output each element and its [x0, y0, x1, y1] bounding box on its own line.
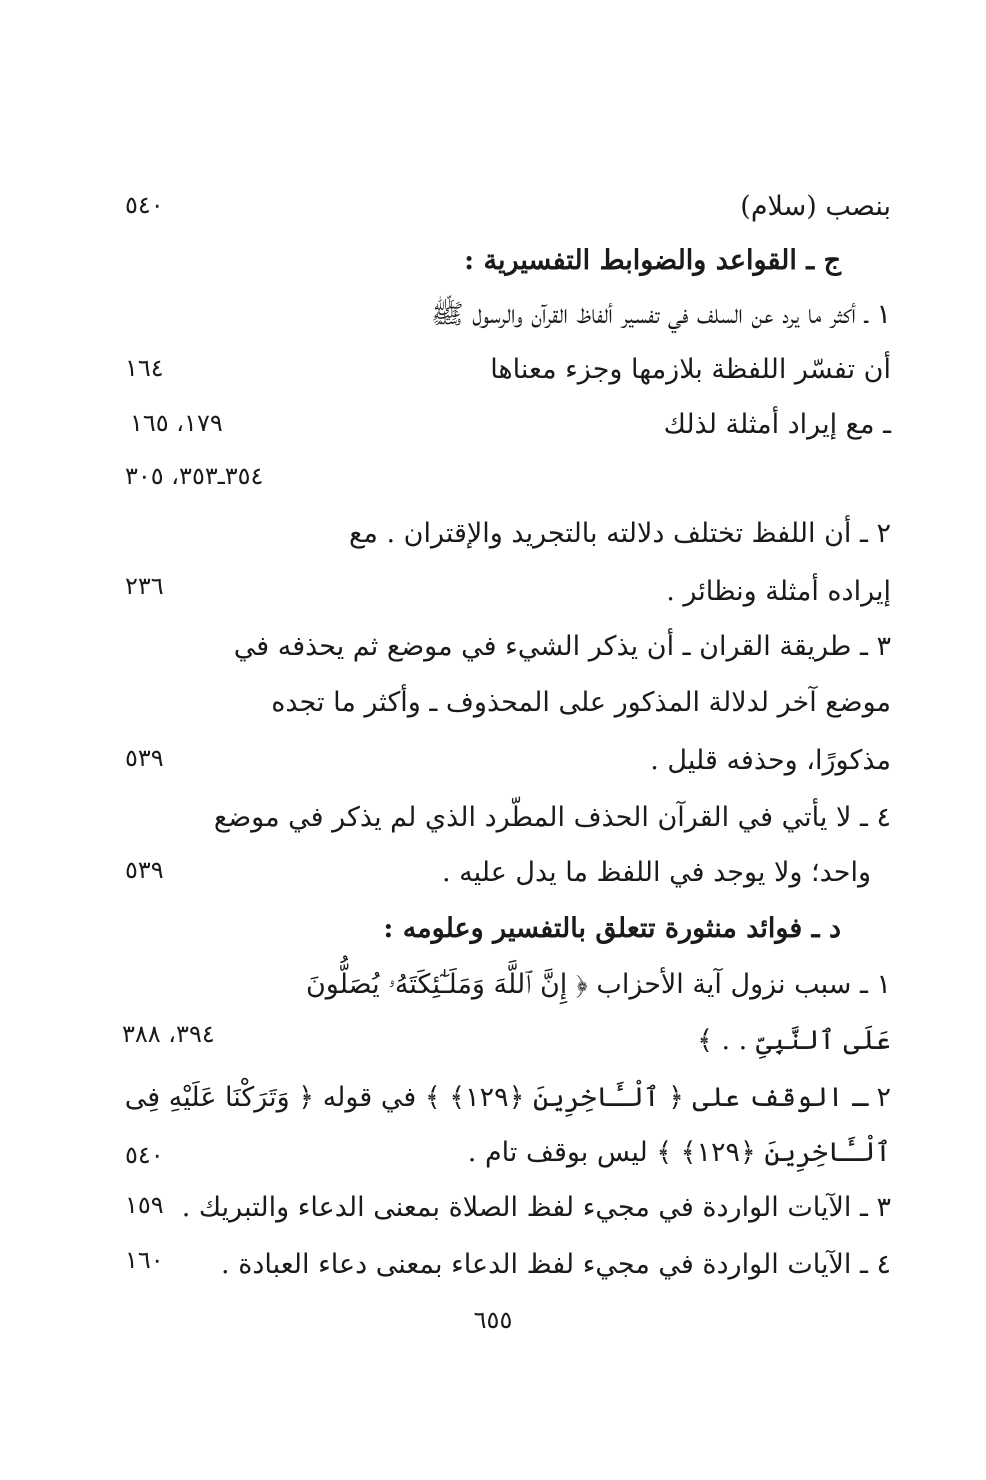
index-entry-text: بنصب (سلام) [740, 191, 891, 222]
index-entry-text: ٢ ـ الوقف على ﴿ ٱلْـَٔاخِرِينَ ﴿١٢٩﴾ ﴾ في قوله ﴿ وَتَرَكْنَا عَلَيْهِ فِى [124, 1082, 891, 1113]
index-entry-text: عَلَى ٱلنَّبِىِّ . . ﴾ [697, 1025, 891, 1056]
index-entry-page: ٥٤٠ [125, 191, 164, 219]
index-entry-text: ـ مع إيراد أمثلة لذلك [663, 409, 891, 440]
index-entry-text: موضع آخر لدلالة المذكور على المحذوف ـ وأكثر ما تجده [271, 687, 891, 718]
index-entry-page: ٥٣٩ [125, 744, 164, 772]
section-heading-rules: ج ـ القواعد والضوابط التفسيرية : [464, 245, 841, 276]
index-entry-text: ٣ ـ طريقة القران ـ أن يذكر الشيء في موضع ثم يحذفه في [233, 631, 891, 662]
section-heading-benefits: د ـ فوائد منثورة تتعلق بالتفسير وعلومه : [383, 913, 841, 944]
index-entry-text: أن تفسّر اللفظة بلازمها وجزء معناها [490, 354, 891, 385]
index-entry-page: ٢٣٦ [125, 572, 164, 600]
index-entry-text: ١ ـ أكثر ما يرد عن السلف في تفسير ألفاظ القرآن والرسول ﷺ [431, 299, 891, 330]
index-entry-text: ٣ ـ الآيات الواردة في مجيء لفظ الصلاة بمعنى الدعاء والتبريك . [181, 1192, 891, 1223]
index-entry-page: ٣٥٤ـ٣٥٣، ٣٠٥ [125, 462, 264, 490]
index-entry-text: إيراده أمثلة ونظائر . [666, 576, 891, 607]
index-entry-page: ٣٩٤، ٣٨٨ [122, 1020, 215, 1048]
index-entry-page: ٥٣٩ [125, 856, 164, 884]
index-entry-text: ٢ ـ أن اللفظ تختلف دلالته بالتجريد والإقتران . مع [349, 518, 891, 549]
index-entry-text: ٤ ـ الآيات الواردة في مجيء لفظ الدعاء بمعنى دعاء العبادة . [221, 1249, 891, 1280]
index-entry-page: ١٥٩ [125, 1191, 164, 1219]
index-entry-page: ٥٤٠ [125, 1141, 164, 1169]
index-entry-page: ١٦٤ [125, 354, 164, 382]
index-entry-text: ٱلْـَٔاخِرِينَ ﴿١٢٩﴾ ﴾ ليس بوقف تام . [467, 1137, 891, 1168]
page-number: ٦٥٥ [473, 1306, 513, 1334]
index-entry-page: ١٧٩، ١٦٥ [130, 409, 223, 437]
index-entry-text: ١ ـ سبب نزول آية الأحزاب ﴿ إِنَّ ٱللَّهَ وَمَلَـٰٓئِكَتَهُۥ يُصَلُّونَ [305, 969, 891, 1000]
index-entry-page: ١٦٠ [125, 1246, 164, 1274]
index-entry-text: واحد؛ ولا يوجد في اللفظ ما يدل عليه . [441, 857, 871, 888]
index-entry-text: مذكورًا، وحذفه قليل . [650, 745, 891, 776]
index-entry-text: ٤ ـ لا يأتي في القرآن الحذف المطّرد الذي لم يذكر في موضع [213, 802, 891, 833]
